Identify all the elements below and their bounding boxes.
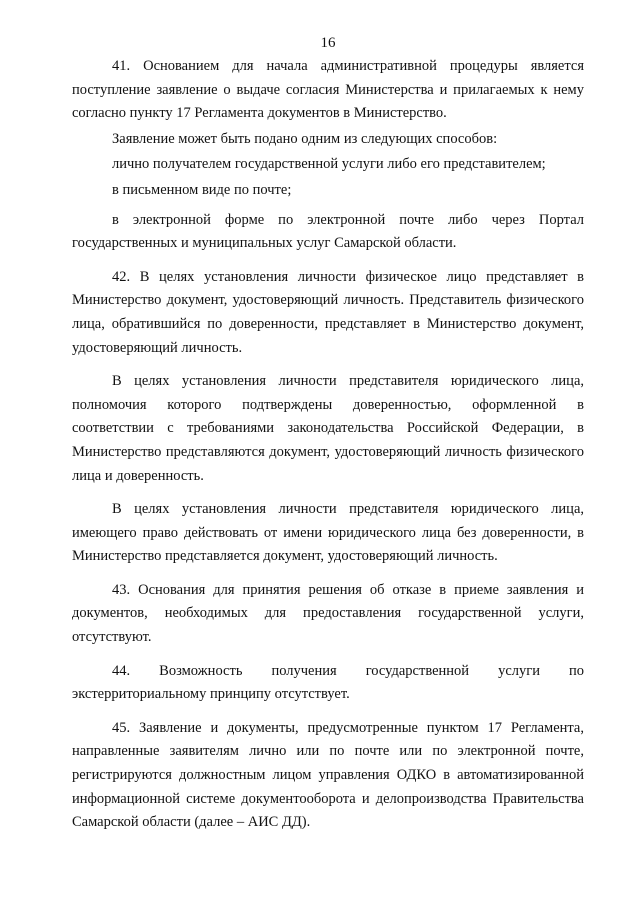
paragraph-44: 44. Возможность получения государственной услуги по экстерриториальному принципу отсутствует. xyxy=(72,662,584,703)
paragraph-legal-rep-proxy: В целях установления личности представителя юридического лица, полномочия которого подтверждены доверенностью, оформленной в соответствии с требованиями законодательства Российской Федерации, в Министерство представляются документ, удостоверяющий личность физического лица и доверенность. xyxy=(72,373,584,484)
document-page xyxy=(72,0,584,903)
paragraph-method-in-person: лично получателем государственной услуги либо его представителем; xyxy=(112,156,546,173)
paragraph-submission-methods: Заявление может быть подано одним из следующих способов: xyxy=(112,130,498,147)
page-number: 16 xyxy=(320,35,336,51)
paragraph-45: 45. Заявление и документы, предусмотренные пунктом 17 Регламента, направленные заявителям лично или по почте или по электронной почте, регистрируются должностным лицом управления ОДКО в автоматизированной информационной системе документооборота и делопроизводства Правительства Самарской области (далее – АИС ДД). xyxy=(72,719,584,831)
paragraph-43: 43. Основания для принятия решения об отказе в приеме заявления и документов, необходимых для предоставления государственной услуги, отсутствуют. xyxy=(72,581,584,646)
paragraph-legal-rep-no-proxy: В целях установления личности представителя юридического лица, имеющего право действовать от имени юридического лица без доверенности, в Министерство представляется документ, удостоверяющий личность. xyxy=(72,501,584,565)
paragraph-41: 41. Основанием для начала административной процедуры является поступление заявление о выдаче согласия Министерства и прилагаемых к нему согласно пункту 17 Регламента документов в Министерство. xyxy=(72,58,584,122)
paragraph-42: 42. В целях установления личности физическое лицо представляет в Министерство документ, удостоверяющий личность. Представитель физического лица, обратившийся по доверенности, представляет в Министерство документ, удостоверяющий личность. xyxy=(72,268,584,356)
paragraph-method-electronic: в электронной форме по электронной почте либо через Портал государственных и муниципальных услуг Самарской области. xyxy=(72,211,584,252)
document-body xyxy=(72,55,584,835)
paragraph-method-mail: в письменном виде по почте; xyxy=(112,181,292,198)
